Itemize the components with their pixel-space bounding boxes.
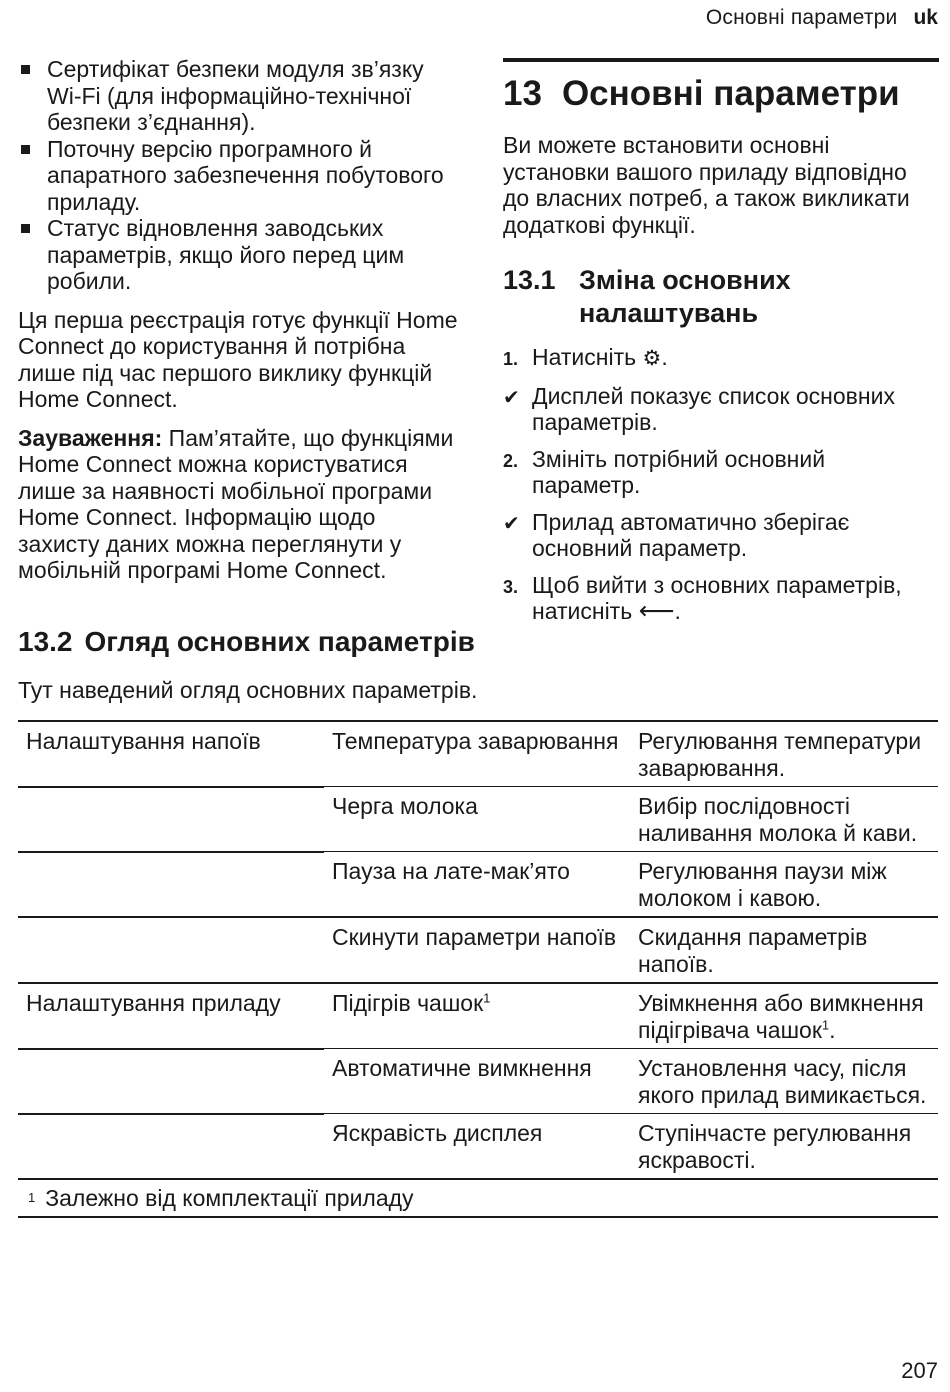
table-footnote-row bbox=[18, 1179, 938, 1217]
setting-desc-cell: Регулювання паузи між молоком і кавою. bbox=[630, 852, 938, 918]
note-paragraph bbox=[18, 425, 458, 584]
step-result: ✔ Дисплей показує список основних параметрів. bbox=[503, 382, 895, 435]
checkmark-icon: ✔ bbox=[503, 386, 520, 409]
note-label: Зауваження: bbox=[18, 424, 163, 451]
setting-desc-cell: Скидання параметрів напоїв. bbox=[630, 917, 938, 983]
settings-table bbox=[18, 720, 938, 1218]
footnote-cell bbox=[18, 1179, 938, 1217]
section-heading: 13.1 Зміна основних налаштувань bbox=[503, 265, 791, 328]
footnote-ref: 1 bbox=[483, 990, 491, 1006]
bullet-square-icon bbox=[21, 145, 30, 154]
list-item: Статус відновлення заводських параметрів, якщо його перед цим робили. bbox=[18, 215, 458, 295]
setting-name-cell: Яскравість дисплея bbox=[324, 1114, 630, 1180]
group-cell bbox=[18, 852, 324, 918]
overview-lead: Тут наведений огляд основних параметрів. bbox=[18, 677, 478, 703]
group-cell bbox=[18, 787, 324, 852]
step-item: 2. Змініть потрібний основний параметр. bbox=[503, 445, 826, 498]
step-number: 3. bbox=[503, 576, 519, 597]
step-result: ✔ Прилад автоматично зберігає основний параметр. bbox=[503, 508, 850, 561]
list-item: Поточну версію програмного й апаратного забезпечення побутового приладу. bbox=[18, 136, 458, 216]
table-row bbox=[18, 787, 938, 852]
group-cell bbox=[18, 917, 324, 983]
footnote-number: 1 bbox=[28, 1190, 36, 1205]
overview-heading: 13.2 Огляд основних параметрів bbox=[18, 626, 475, 657]
header-section-title: Основні параметри bbox=[705, 6, 898, 29]
bullet-square-icon bbox=[21, 65, 30, 74]
note-text: Пам’ятайте, що функціями Home Connect можна користуватися лише за наявності мобільної програми Home Connect. Інформацію щодо захисту даних можна переглянути у мобільній програмі Home Connect. bbox=[18, 424, 454, 583]
table-row bbox=[18, 983, 938, 1049]
setting-desc-cell: Ступінчасте регулювання яскравості. bbox=[630, 1114, 938, 1180]
step-item: 3. Щоб вийти з основних параметрів, натисніть ⟵. bbox=[503, 571, 902, 625]
left-column bbox=[18, 56, 458, 584]
footnote-ref: 1 bbox=[821, 1016, 830, 1032]
bullet-list bbox=[18, 56, 458, 295]
table-row bbox=[18, 1114, 938, 1180]
step-number: 1. bbox=[503, 349, 519, 369]
setting-name-cell: Черга молока bbox=[324, 787, 630, 852]
group-cell bbox=[18, 1114, 324, 1180]
checkmark-icon: ✔ bbox=[503, 512, 520, 535]
setting-desc-cell: Установлення часу, після якого прилад вимикається. bbox=[630, 1049, 938, 1114]
table-row bbox=[18, 852, 938, 918]
page-number: 207 bbox=[901, 1358, 938, 1383]
table-row bbox=[18, 721, 938, 787]
setting-name-cell: Автоматичне вимкнення bbox=[324, 1049, 630, 1114]
chapter-heading: 13 Основні параметри bbox=[503, 74, 900, 113]
language-code: uk bbox=[913, 6, 938, 29]
table-row bbox=[18, 1049, 938, 1114]
setting-name-cell: Скинути параметри напоїв bbox=[324, 917, 630, 983]
back-arrow-icon: ⟵ bbox=[638, 597, 675, 625]
settings-gear-icon: ⚙ bbox=[642, 347, 662, 370]
overview-section bbox=[18, 626, 938, 703]
step-item: 1. Натисніть ⚙. bbox=[503, 344, 939, 373]
running-header bbox=[706, 6, 938, 30]
setting-name-cell: Підігрів чашок$^1$ bbox=[324, 983, 630, 1049]
group-cell: Налаштування приладу bbox=[18, 983, 324, 1049]
chapter-intro: Ви можете встановити основні установки вашого приладу відповідно до власних потреб, а також викликати додаткові функції. bbox=[503, 132, 910, 238]
footnote-text: Залежно від комплектації приладу bbox=[45, 1185, 414, 1211]
setting-desc-cell: Увімкнення або вимкнення підігрівача чашок$^1$. bbox=[630, 983, 938, 1049]
setting-desc-cell: Регулювання температури заварювання. bbox=[630, 721, 938, 787]
setting-name-cell: Пауза на лате-мак’ято bbox=[324, 852, 630, 918]
step-number: 2. bbox=[503, 450, 519, 471]
bullet-square-icon bbox=[21, 224, 30, 233]
setting-name-cell: Температура заварювання bbox=[324, 721, 630, 787]
group-cell bbox=[18, 1049, 324, 1114]
right-column bbox=[503, 58, 939, 635]
list-item: Сертифікат безпеки модуля зв’язку Wi-Fi (для інформаційно-технічної безпеки з’єднання). bbox=[18, 56, 458, 136]
setting-desc-cell: Вибір послідовності наливання молока й кави. bbox=[630, 787, 938, 852]
registration-paragraph: Ця перша реєстрація готує функції Home Connect до користування й потрібна лише під час першого виклику функцій Home Connect. bbox=[18, 306, 458, 412]
step-list bbox=[503, 344, 939, 625]
table-row bbox=[18, 917, 938, 983]
heading-rule bbox=[503, 58, 939, 62]
group-cell: Налаштування напоїв bbox=[18, 721, 324, 787]
